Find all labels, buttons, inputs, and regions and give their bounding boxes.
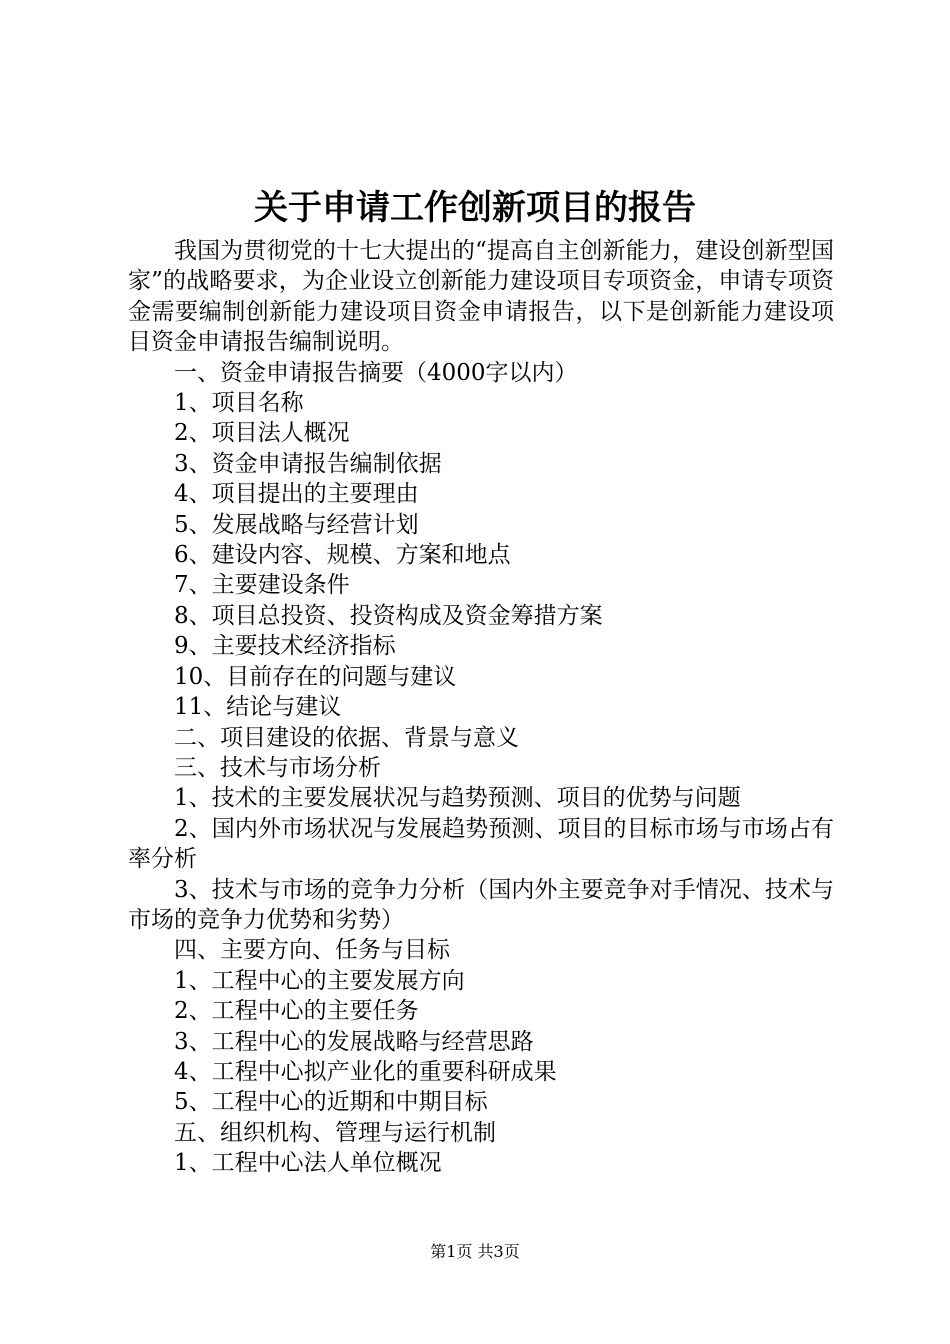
section-3-heading: 三、技术与市场分析	[174, 754, 381, 781]
list-item: 1、工程中心的主要发展方向	[174, 967, 465, 994]
document-title: 关于申请工作创新项目的报告	[254, 188, 696, 228]
list-item: 1、工程中心法人单位概况	[174, 1150, 442, 1177]
section-1-heading: 一、资金申请报告摘要（4000字以内）	[174, 359, 578, 386]
list-item: 2、项目法人概况	[174, 420, 350, 447]
list-item-competition-analysis: 3、技术与市场的竞争力分析（国内外主要竞争对手情况、技术与市场的竞争力优势和劣势）	[128, 876, 834, 933]
section-2-heading: 二、项目建设的依据、背景与意义	[174, 724, 519, 751]
document-body	[128, 236, 834, 1179]
intro-paragraph: 我国为贯彻党的十七大提出的“提高自主创新能力，建设创新型国家”的战略要求，为企业设立创新能力建设项目专项资金，申请专项资金需要编制创新能力建设项目资金申请报告，以下是创新能力建设项目资金申请报告编制说明。	[128, 238, 834, 356]
list-item: 1、项目名称	[174, 390, 304, 417]
list-item: 4、工程中心拟产业化的重要科研成果	[174, 1058, 557, 1085]
list-item-market-analysis: 2、国内外市场状况与发展趋势预测、项目的目标市场与市场占有率分析	[128, 815, 834, 873]
list-item: 6、建设内容、规模、方案和地点	[174, 542, 511, 569]
page-number-footer: 第1页 共3页	[430, 1242, 520, 1261]
list-item: 11、结论与建议	[174, 694, 342, 721]
list-item: 10、目前存在的问题与建议	[174, 663, 457, 690]
list-item: 5、工程中心的近期和中期目标	[174, 1089, 488, 1116]
section-5-heading: 五、组织机构、管理与运行机制	[174, 1119, 496, 1146]
list-item: 8、项目总投资、投资构成及资金筹措方案	[174, 602, 603, 629]
section-4-heading: 四、主要方向、任务与目标	[174, 937, 450, 964]
list-item: 2、工程中心的主要任务	[174, 998, 419, 1025]
list-item: 1、技术的主要发展状况与趋势预测、项目的优势与问题	[174, 785, 741, 812]
list-item: 5、发展战略与经营计划	[174, 511, 419, 538]
list-item: 3、资金申请报告编制依据	[174, 450, 442, 477]
list-item: 3、工程中心的发展战略与经营思路	[174, 1028, 534, 1055]
list-item: 9、主要技术经济指标	[174, 633, 396, 660]
list-item: 7、主要建设条件	[174, 572, 350, 599]
list-item: 4、项目提出的主要理由	[174, 481, 419, 508]
